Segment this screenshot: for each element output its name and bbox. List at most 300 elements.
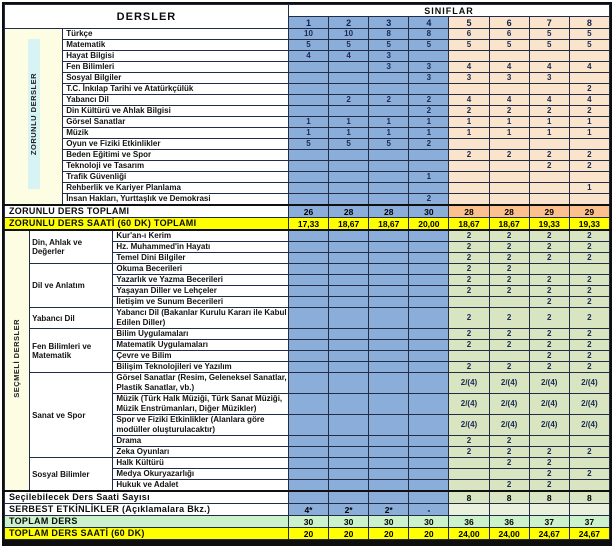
value-cell: 10 (288, 29, 328, 40)
value-cell: 5 (288, 139, 328, 150)
value-cell: 4 (529, 62, 569, 73)
value-cell: 5 (569, 29, 609, 40)
value-cell (569, 264, 609, 275)
course-name: Halk Kültürü (113, 458, 289, 469)
value-cell (369, 297, 409, 308)
value-cell (449, 469, 489, 480)
course-name: Rehberlik ve Kariyer Planlama (63, 183, 289, 194)
course-name: Drama (113, 436, 289, 447)
value-cell: 2 (569, 308, 609, 329)
toplam_ders-value: 37 (529, 516, 569, 528)
category-name: Din, Ahlak ve Değerler (30, 230, 113, 264)
secilebilecek-value: 8 (569, 491, 609, 504)
course-name: Müzik (63, 128, 289, 139)
value-cell (369, 194, 409, 206)
value-cell: 2 (489, 308, 529, 329)
value-cell (329, 373, 369, 394)
value-cell (489, 469, 529, 480)
value-cell (288, 297, 328, 308)
value-cell: 5 (489, 40, 529, 51)
value-cell (288, 253, 328, 264)
course-name: Oyun ve Fiziki Etkinlikler (63, 139, 289, 150)
toplam_saat-value: 20 (288, 528, 328, 540)
value-cell (409, 394, 449, 415)
value-cell (449, 297, 489, 308)
secilebilecek-value: 8 (529, 491, 569, 504)
serbest-value (569, 504, 609, 516)
zorunlu-saat-value: 17,33 (288, 218, 328, 231)
value-cell (409, 297, 449, 308)
value-cell (369, 253, 409, 264)
value-cell: 6 (489, 29, 529, 40)
zorunlu-saat-value: 18,67 (369, 218, 409, 231)
value-cell: 2 (529, 362, 569, 373)
value-cell (449, 194, 489, 206)
value-cell: 3 (409, 62, 449, 73)
value-cell: 2 (529, 447, 569, 458)
value-cell (409, 351, 449, 362)
toplam_ders-label: TOPLAM DERS (5, 516, 289, 528)
course-name: İletişim ve Sunum Becerileri (113, 297, 289, 308)
zorunlu-saat-label: ZORUNLU DERS SAATİ (60 DK) TOPLAMI (5, 218, 289, 231)
value-cell: 2 (369, 95, 409, 106)
zorunlu-saat-value: 18,67 (489, 218, 529, 231)
value-cell: 2 (569, 253, 609, 264)
course-name: Teknoloji ve Tasarım (63, 161, 289, 172)
value-cell (329, 469, 369, 480)
secmeli-sidebar (5, 230, 30, 491)
value-cell: 2 (569, 469, 609, 480)
grade-col-8: 8 (569, 17, 609, 29)
value-cell: 2/(4) (449, 373, 489, 394)
value-cell: 1 (288, 117, 328, 128)
value-cell: 2 (489, 230, 529, 242)
value-cell (369, 308, 409, 329)
course-name: Temel Dini Bilgiler (113, 253, 289, 264)
value-cell (329, 230, 369, 242)
course-name: Medya Okuryazarlığı (113, 469, 289, 480)
value-cell (288, 415, 328, 436)
value-cell (409, 415, 449, 436)
value-cell (529, 139, 569, 150)
value-cell: 2 (489, 253, 529, 264)
grade-col-6: 6 (489, 17, 529, 29)
value-cell: 2 (409, 139, 449, 150)
grades-header: SINIFLAR (288, 5, 609, 17)
value-cell (329, 362, 369, 373)
course-name: Spor ve Fiziki Etkinlikler (Alanlara göre modüller oluşturulacaktır) (113, 415, 289, 436)
value-cell (288, 458, 328, 469)
value-cell (288, 73, 328, 84)
value-cell: 2 (529, 329, 569, 340)
category-name: Yabancı Dil (30, 308, 113, 329)
value-cell: 5 (329, 139, 369, 150)
value-cell (288, 106, 328, 117)
value-cell: 3 (409, 73, 449, 84)
value-cell: 4 (569, 62, 609, 73)
value-cell (489, 161, 529, 172)
grade-col-1: 1 (288, 17, 328, 29)
toplam_ders-value: 30 (288, 516, 328, 528)
table-body (5, 29, 610, 540)
secilebilecek-label: Seçilebilecek Ders Saati Sayısı (5, 491, 289, 504)
value-cell (449, 351, 489, 362)
value-cell (369, 183, 409, 194)
zorunlu-sidebar (5, 29, 63, 206)
value-cell (329, 194, 369, 206)
value-cell: 1 (288, 128, 328, 139)
value-cell (329, 394, 369, 415)
course-name: Görsel Sanatlar (63, 117, 289, 128)
toplam_saat-value: 20 (369, 528, 409, 540)
course-name: Çevre ve Bilim (113, 351, 289, 362)
course-name: Görsel Sanatlar (Resim, Geleneksel Sanatlar, Plastik Sanatlar, vb.) (113, 373, 289, 394)
value-cell: 2 (449, 340, 489, 351)
value-cell: 2 (569, 106, 609, 117)
category-name: Sosyal Bilimler (30, 458, 113, 492)
value-cell: 2 (529, 458, 569, 469)
value-cell: 1 (369, 117, 409, 128)
value-cell: 2 (449, 150, 489, 161)
value-cell: 2/(4) (529, 394, 569, 415)
zorunlu-toplam-value: 28 (449, 205, 489, 218)
value-cell: 2 (529, 230, 569, 242)
value-cell (529, 264, 569, 275)
value-cell (288, 230, 328, 242)
value-cell (409, 183, 449, 194)
value-cell (409, 230, 449, 242)
value-cell: 2/(4) (489, 394, 529, 415)
value-cell (288, 84, 328, 95)
value-cell: 3 (489, 73, 529, 84)
course-name: Sosyal Bilgiler (63, 73, 289, 84)
value-cell (329, 415, 369, 436)
course-name: Yabancı Dil (Bakanlar Kurulu Kararı ile Kabul Edilen Diller) (113, 308, 289, 329)
value-cell (329, 242, 369, 253)
value-cell (569, 172, 609, 183)
value-cell (288, 275, 328, 286)
value-cell (369, 242, 409, 253)
value-cell (489, 139, 529, 150)
value-cell: 5 (288, 40, 328, 51)
value-cell (288, 194, 328, 206)
value-cell (329, 329, 369, 340)
value-cell (369, 362, 409, 373)
zorunlu-toplam-label: ZORUNLU DERS TOPLAMI (5, 205, 289, 218)
value-cell: 2 (449, 253, 489, 264)
value-cell (569, 51, 609, 62)
zorunlu-toplam-value: 29 (569, 205, 609, 218)
value-cell (329, 62, 369, 73)
secilebilecek-value: 8 (489, 491, 529, 504)
value-cell: 2/(4) (449, 394, 489, 415)
value-cell (529, 84, 569, 95)
serbest-value: - (409, 504, 449, 516)
value-cell: 2 (449, 264, 489, 275)
value-cell (288, 373, 328, 394)
value-cell (449, 84, 489, 95)
toplam_saat-value: 24,67 (569, 528, 609, 540)
value-cell (409, 286, 449, 297)
serbest-value (489, 504, 529, 516)
value-cell: 2 (449, 286, 489, 297)
value-cell (288, 436, 328, 447)
grade-col-7: 7 (529, 17, 569, 29)
value-cell (449, 458, 489, 469)
value-cell (529, 51, 569, 62)
value-cell: 2 (409, 106, 449, 117)
toplam_saat-value: 20 (409, 528, 449, 540)
value-cell (329, 447, 369, 458)
toplam_saat-value: 24,00 (489, 528, 529, 540)
value-cell (329, 480, 369, 492)
value-cell (288, 340, 328, 351)
value-cell: 2 (529, 242, 569, 253)
value-cell (489, 194, 529, 206)
course-name: Yaşayan Diller ve Lehçeler (113, 286, 289, 297)
value-cell (449, 183, 489, 194)
value-cell: 1 (569, 117, 609, 128)
value-cell: 2 (529, 150, 569, 161)
value-cell (409, 436, 449, 447)
toplam_saat-label: TOPLAM DERS SAATİ (60 DK) (5, 528, 289, 540)
value-cell (449, 139, 489, 150)
value-cell (529, 172, 569, 183)
value-cell: 2 (489, 242, 529, 253)
zorunlu-saat-value: 18,67 (449, 218, 489, 231)
value-cell (369, 340, 409, 351)
value-cell (449, 480, 489, 492)
value-cell (288, 286, 328, 297)
value-cell (489, 51, 529, 62)
value-cell: 2 (449, 362, 489, 373)
value-cell (409, 373, 449, 394)
value-cell (369, 329, 409, 340)
grade-col-2: 2 (329, 17, 369, 29)
value-cell: 2 (449, 447, 489, 458)
value-cell (369, 161, 409, 172)
secilebilecek-value (288, 491, 328, 504)
value-cell (569, 458, 609, 469)
zorunlu-saat-value: 20,00 (409, 218, 449, 231)
secilebilecek-value (329, 491, 369, 504)
value-cell: 2 (489, 436, 529, 447)
value-cell (329, 253, 369, 264)
value-cell: 2/(4) (489, 373, 529, 394)
value-cell (329, 172, 369, 183)
value-cell: 2 (569, 351, 609, 362)
value-cell: 2 (529, 351, 569, 362)
value-cell (409, 264, 449, 275)
toplam_saat-value: 24,67 (529, 528, 569, 540)
zorunlu-saat-value: 18,67 (329, 218, 369, 231)
serbest-value: 4* (288, 504, 328, 516)
value-cell (529, 194, 569, 206)
course-name: Zeka Oyunları (113, 447, 289, 458)
value-cell (369, 264, 409, 275)
value-cell: 1 (409, 128, 449, 139)
value-cell: 1 (489, 117, 529, 128)
zorunlu-toplam-value: 28 (329, 205, 369, 218)
serbest-value: 2* (369, 504, 409, 516)
value-cell (369, 394, 409, 415)
value-cell: 2 (569, 230, 609, 242)
course-name: Beden Eğitimi ve Spor (63, 150, 289, 161)
value-cell: 2 (569, 329, 609, 340)
value-cell: 3 (369, 51, 409, 62)
value-cell (449, 172, 489, 183)
value-cell (288, 172, 328, 183)
toplam_ders-value: 30 (409, 516, 449, 528)
value-cell (449, 161, 489, 172)
value-cell (288, 329, 328, 340)
courses-header: DERSLER (5, 5, 289, 29)
value-cell: 2 (569, 242, 609, 253)
value-cell: 2 (489, 447, 529, 458)
value-cell (288, 469, 328, 480)
course-name: Matematik (63, 40, 289, 51)
toplam_ders-value: 30 (369, 516, 409, 528)
value-cell (449, 51, 489, 62)
value-cell: 2 (489, 362, 529, 373)
value-cell (569, 73, 609, 84)
value-cell: 2/(4) (569, 394, 609, 415)
value-cell (329, 73, 369, 84)
value-cell (409, 458, 449, 469)
value-cell (288, 308, 328, 329)
value-cell (329, 106, 369, 117)
value-cell (369, 436, 409, 447)
value-cell: 2/(4) (529, 373, 569, 394)
course-name: Yazarlık ve Yazma Becerileri (113, 275, 289, 286)
value-cell (489, 297, 529, 308)
value-cell (288, 447, 328, 458)
value-cell (409, 253, 449, 264)
zorunlu-saat-value: 19,33 (569, 218, 609, 231)
value-cell (288, 95, 328, 106)
secilebilecek-value: 8 (449, 491, 489, 504)
value-cell: 4 (329, 51, 369, 62)
value-cell: 2 (449, 275, 489, 286)
value-cell (489, 84, 529, 95)
value-cell (329, 308, 369, 329)
toplam_saat-value: 24,00 (449, 528, 489, 540)
value-cell (369, 230, 409, 242)
toplam_ders-value: 36 (449, 516, 489, 528)
zorunlu-saat-value: 19,33 (529, 218, 569, 231)
value-cell (288, 362, 328, 373)
value-cell (369, 150, 409, 161)
secilebilecek-value (409, 491, 449, 504)
value-cell (329, 150, 369, 161)
secmeli-sidebar-label: SEÇMELİ DERSLER (12, 318, 22, 398)
zorunlu-toplam-value: 30 (409, 205, 449, 218)
value-cell (329, 275, 369, 286)
value-cell: 2 (489, 458, 529, 469)
zorunlu-toplam-value: 28 (489, 205, 529, 218)
value-cell (409, 480, 449, 492)
value-cell: 2 (569, 447, 609, 458)
category-name: Fen Bilimleri ve Matematik (30, 329, 113, 373)
value-cell: 1 (409, 172, 449, 183)
value-cell: 1 (409, 117, 449, 128)
value-cell (369, 351, 409, 362)
value-cell: 3 (529, 73, 569, 84)
value-cell: 5 (409, 40, 449, 51)
value-cell (489, 172, 529, 183)
value-cell: 2 (409, 95, 449, 106)
zorunlu-toplam-value: 26 (288, 205, 328, 218)
course-name: İnsan Hakları, Yurttaşlık ve Demokrasi (63, 194, 289, 206)
value-cell (369, 106, 409, 117)
value-cell: 4 (449, 62, 489, 73)
value-cell: 8 (369, 29, 409, 40)
course-name: T.C. İnkılap Tarihi ve Atatürkçülük (63, 84, 289, 95)
value-cell: 2 (489, 329, 529, 340)
value-cell: 2/(4) (489, 415, 529, 436)
value-cell: 4 (288, 51, 328, 62)
value-cell: 10 (329, 29, 369, 40)
value-cell: 2 (529, 469, 569, 480)
course-name: Müzik (Türk Halk Müziği, Türk Sanat Müziği, Müzik Enstrümanları, Diğer Müzikler) (113, 394, 289, 415)
toplam_ders-value: 37 (569, 516, 609, 528)
serbest-value (529, 504, 569, 516)
value-cell (569, 139, 609, 150)
value-cell: 4 (449, 95, 489, 106)
value-cell: 5 (529, 40, 569, 51)
value-cell: 2 (529, 161, 569, 172)
value-cell: 6 (449, 29, 489, 40)
value-cell: 2 (529, 308, 569, 329)
value-cell: 2 (529, 480, 569, 492)
zorunlu-sidebar-label: ZORUNLU DERSLER (28, 39, 40, 189)
value-cell: 2 (569, 150, 609, 161)
value-cell (369, 172, 409, 183)
value-cell: 1 (529, 117, 569, 128)
value-cell: 2/(4) (449, 415, 489, 436)
value-cell: 5 (369, 40, 409, 51)
value-cell (288, 62, 328, 73)
value-cell: 2 (409, 194, 449, 206)
value-cell: 2 (449, 230, 489, 242)
category-name: Sanat ve Spor (30, 373, 113, 458)
value-cell (329, 161, 369, 172)
serbest-value: 2* (329, 504, 369, 516)
value-cell: 2 (489, 150, 529, 161)
value-cell (409, 84, 449, 95)
toplam_ders-value: 30 (329, 516, 369, 528)
value-cell: 2 (449, 308, 489, 329)
value-cell: 2 (569, 275, 609, 286)
value-cell: 3 (449, 73, 489, 84)
zorunlu-toplam-value: 28 (369, 205, 409, 218)
value-cell: 2 (449, 242, 489, 253)
value-cell: 2/(4) (569, 373, 609, 394)
value-cell (369, 480, 409, 492)
value-cell: 4 (569, 95, 609, 106)
grade-col-4: 4 (409, 17, 449, 29)
value-cell (369, 286, 409, 297)
value-cell (569, 436, 609, 447)
toplam_saat-value: 20 (329, 528, 369, 540)
value-cell: 2 (489, 286, 529, 297)
course-name: Hz. Muhammed'in Hayatı (113, 242, 289, 253)
value-cell (369, 84, 409, 95)
curriculum-table-frame (2, 2, 612, 546)
value-cell (288, 183, 328, 194)
value-cell: 4 (489, 95, 529, 106)
value-cell: 1 (329, 128, 369, 139)
